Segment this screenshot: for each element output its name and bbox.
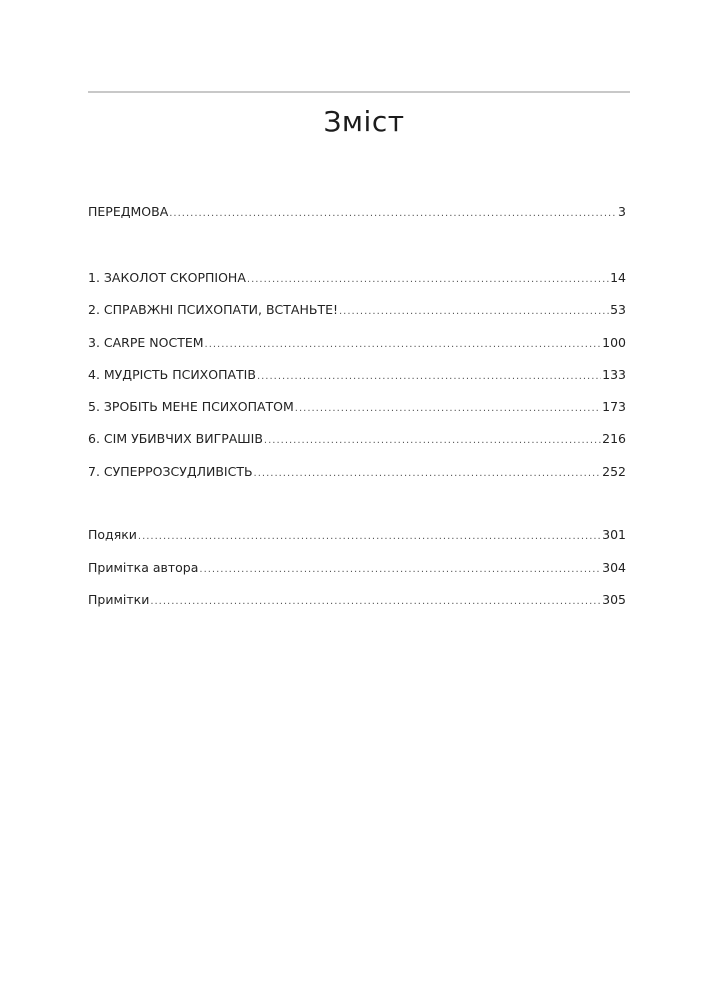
toc-leader-dots	[257, 361, 601, 393]
toc-entry-page: 305	[602, 592, 626, 607]
toc-entry	[88, 200, 626, 224]
toc-entry	[88, 294, 626, 326]
toc-entry-page: 53	[610, 302, 626, 318]
toc-leader-dots	[169, 202, 617, 226]
toc-entry	[88, 456, 626, 488]
toc-entry-page: 173	[602, 399, 626, 415]
toc-leader-dots	[150, 586, 601, 619]
toc-leader-dots	[264, 425, 601, 457]
toc-entry-page: 252	[602, 463, 626, 479]
toc-leader-dots	[199, 554, 601, 587]
toc-leader-dots	[339, 296, 609, 328]
toc-leader-dots	[138, 521, 601, 554]
toc-entry-page: 304	[602, 559, 626, 575]
toc-entry	[88, 262, 626, 294]
page-title: Зміст	[323, 105, 405, 138]
toc-entry-page: 100	[602, 334, 626, 350]
toc-entry-label: 6. СІМ УБИВЧИХ ВИГРАШІВ	[88, 431, 263, 447]
toc-leader-dots	[295, 393, 601, 425]
toc-entry-label: 3. CARPE NOCTEM	[88, 334, 204, 350]
toc-entry-label: ПЕРЕДМОВА	[88, 204, 169, 219]
toc-entry-page: 3	[618, 204, 626, 219]
toc-entry	[88, 552, 626, 585]
toc-leader-dots	[254, 458, 602, 490]
toc-entry-label: 4. МУДРІСТЬ ПСИХОПАТІВ	[88, 366, 256, 382]
toc-entry-label: 2. СПРАВЖНІ ПСИХОПАТИ, ВСТАНЬТЕ!	[88, 302, 338, 318]
toc-entry-page: 301	[602, 527, 626, 542]
toc-entry	[88, 359, 626, 391]
toc-entry	[88, 327, 626, 359]
toc-leader-dots	[247, 264, 609, 296]
toc-entry-label: Примітка автора	[88, 559, 199, 575]
toc-entry-label: 5. ЗРОБІТЬ МЕНЕ ПСИХОПАТОМ	[88, 399, 294, 415]
toc-entry	[88, 391, 626, 423]
toc-back-matter	[88, 519, 626, 617]
toc-entry	[88, 423, 626, 455]
toc-entry-label: Подяки	[88, 527, 137, 542]
toc-intro	[88, 200, 626, 224]
toc-leader-dots	[205, 329, 602, 361]
toc-entry-page: 216	[602, 431, 626, 447]
toc-entry-label: 7. СУПЕРРОЗСУДЛИВІСТЬ	[88, 463, 253, 479]
toc-entry-page: 133	[602, 366, 626, 382]
top-rule	[88, 91, 630, 93]
toc-entry-label: Примітки	[88, 592, 150, 607]
toc-entry	[88, 584, 626, 617]
toc-entry-page: 14	[610, 270, 626, 285]
toc-entry-label: 1. ЗАКОЛОТ СКОРПІОНА	[88, 270, 246, 285]
toc-chapters	[88, 262, 626, 488]
toc-entry	[88, 519, 626, 552]
